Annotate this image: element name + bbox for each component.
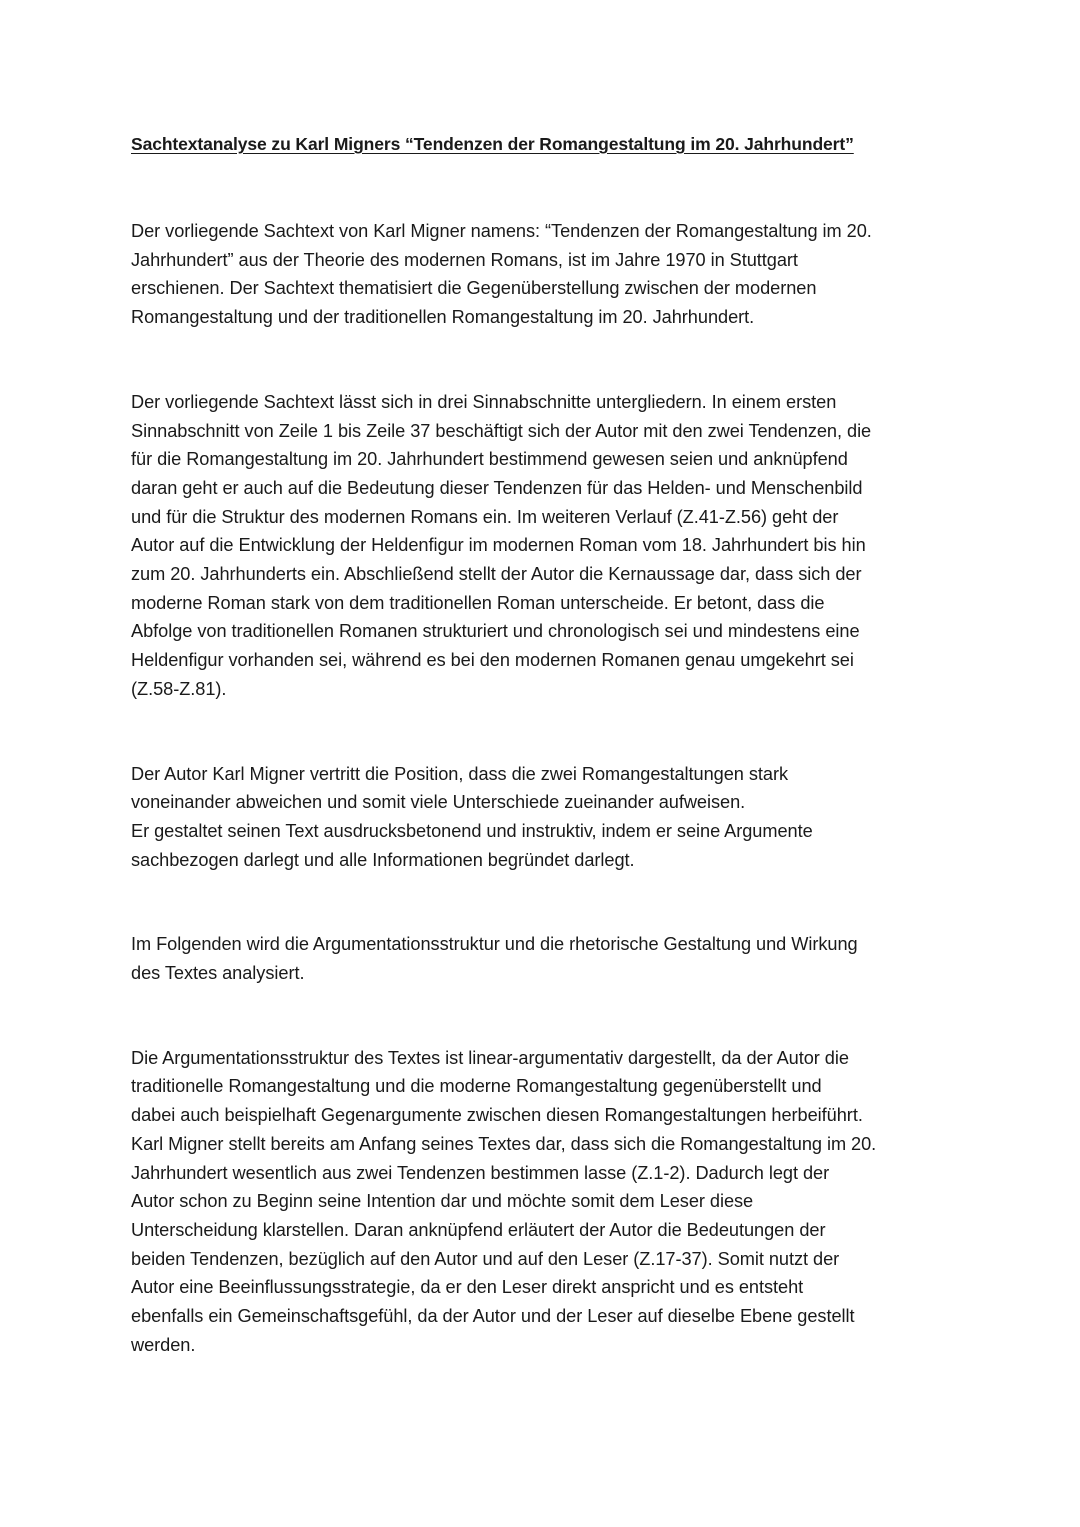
text-line: Der Autor Karl Migner vertritt die Position, dass die zwei Romangestaltungen stark — [131, 763, 789, 784]
text-line: moderne Roman stark von dem traditionellen Roman unterscheide. Er betont, dass die — [131, 592, 825, 613]
text-line: Heldenfigur vorhanden sei, während es bei den modernen Romanen genau umgekehrt sei — [131, 650, 854, 671]
text-line: Der vorliegende Sachtext lässt sich in drei Sinnabschnitte untergliedern. In einem ersten — [131, 391, 837, 412]
text-line: Jahrhundert” aus der Theorie des modernen Romans, ist im Jahre 1970 in Stuttgart — [131, 249, 798, 270]
text-line: dabei auch beispielhaft Gegenargumente zwischen diesen Romangestaltungen herbeiführt. — [131, 1105, 863, 1126]
text-line: ebenfalls ein Gemeinschaftsgefühl, da der Autor und der Leser auf dieselbe Ebene gestellt — [131, 1306, 855, 1327]
text-line: traditionelle Romangestaltung und die moderne Romangestaltung gegenüberstellt und — [131, 1076, 822, 1097]
paragraph-transition — [131, 930, 961, 987]
paragraph-argumentation — [131, 1044, 961, 1360]
text-line: und für die Struktur des modernen Romans ein. Im weiteren Verlauf (Z.41-Z.56) geht der — [131, 506, 839, 527]
text-line: Im Folgenden wird die Argumentationsstruktur und die rhetorische Gestaltung und Wirkung — [131, 934, 858, 955]
text-line: Autor schon zu Beginn seine Intention dar und möchte somit dem Leser diese — [131, 1191, 754, 1212]
text-line: Abfolge von traditionellen Romanen strukturiert und chronologisch sei und mindestens eine — [131, 621, 860, 642]
paragraph-structure — [131, 388, 961, 704]
text-line: erschienen. Der Sachtext thematisiert die Gegenüberstellung zwischen der modernen — [131, 278, 817, 299]
text-line: voneinander abweichen und somit viele Unterschiede zueinander aufweisen. — [131, 792, 746, 813]
text-line: Autor auf die Entwicklung der Heldenfigur im modernen Roman vom 18. Jahrhundert bis hin — [131, 535, 866, 556]
text-line: Unterscheidung klarstellen. Daran anknüpfend erläutert der Autor die Bedeutungen der — [131, 1219, 826, 1240]
text-line: des Textes analysiert. — [131, 963, 305, 984]
text-line: Sinnabschnitt von Zeile 1 bis Zeile 37 beschäftigt sich der Autor mit den zwei Tendenzen, die — [131, 420, 872, 441]
paragraph-introduction — [131, 217, 961, 332]
text-line: Karl Migner stellt bereits am Anfang seines Textes dar, dass sich die Romangestaltung im 20. — [131, 1133, 877, 1154]
text-line: Jahrhundert wesentlich aus zwei Tendenzen bestimmen lasse (Z.1-2). Dadurch legt der — [131, 1162, 830, 1183]
document-body — [131, 130, 961, 1360]
text-line: Autor eine Beeinflussungsstrategie, da er den Leser direkt anspricht und es entsteht — [131, 1277, 804, 1298]
text-line: Die Argumentationsstruktur des Textes ist linear-argumentativ dargestellt, da der Autor die — [131, 1047, 849, 1068]
text-line: zum 20. Jahrhunderts ein. Abschließend stellt der Autor die Kernaussage dar, dass sich der — [131, 564, 862, 585]
text-line: Romangestaltung und der traditionellen Romangestaltung im 20. Jahrhundert. — [131, 307, 755, 328]
text-line: für die Romangestaltung im 20. Jahrhundert bestimmend gewesen seien und anknüpfend — [131, 449, 848, 470]
text-line: beiden Tendenzen, bezüglich auf den Autor und auf den Leser (Z.17-37). Somit nutzt der — [131, 1248, 840, 1269]
text-line: daran geht er auch auf die Bedeutung dieser Tendenzen für das Helden- und Menschenbild — [131, 477, 863, 498]
document-title: Sachtextanalyse zu Karl Migners “Tendenzen der Romangestaltung im 20. Jahrhundert” — [131, 134, 854, 154]
text-line: (Z.58-Z.81). — [131, 678, 227, 699]
text-line: werden. — [131, 1334, 196, 1355]
text-line: sachbezogen darlegt und alle Informationen begründet darlegt. — [131, 849, 635, 870]
text-line: Er gestaltet seinen Text ausdrucksbetonend und instruktiv, indem er seine Argumente — [131, 820, 813, 841]
paragraph-position — [131, 760, 961, 875]
text-line: Der vorliegende Sachtext von Karl Migner namens: “Tendenzen der Romangestaltung im 20. — [131, 221, 872, 241]
